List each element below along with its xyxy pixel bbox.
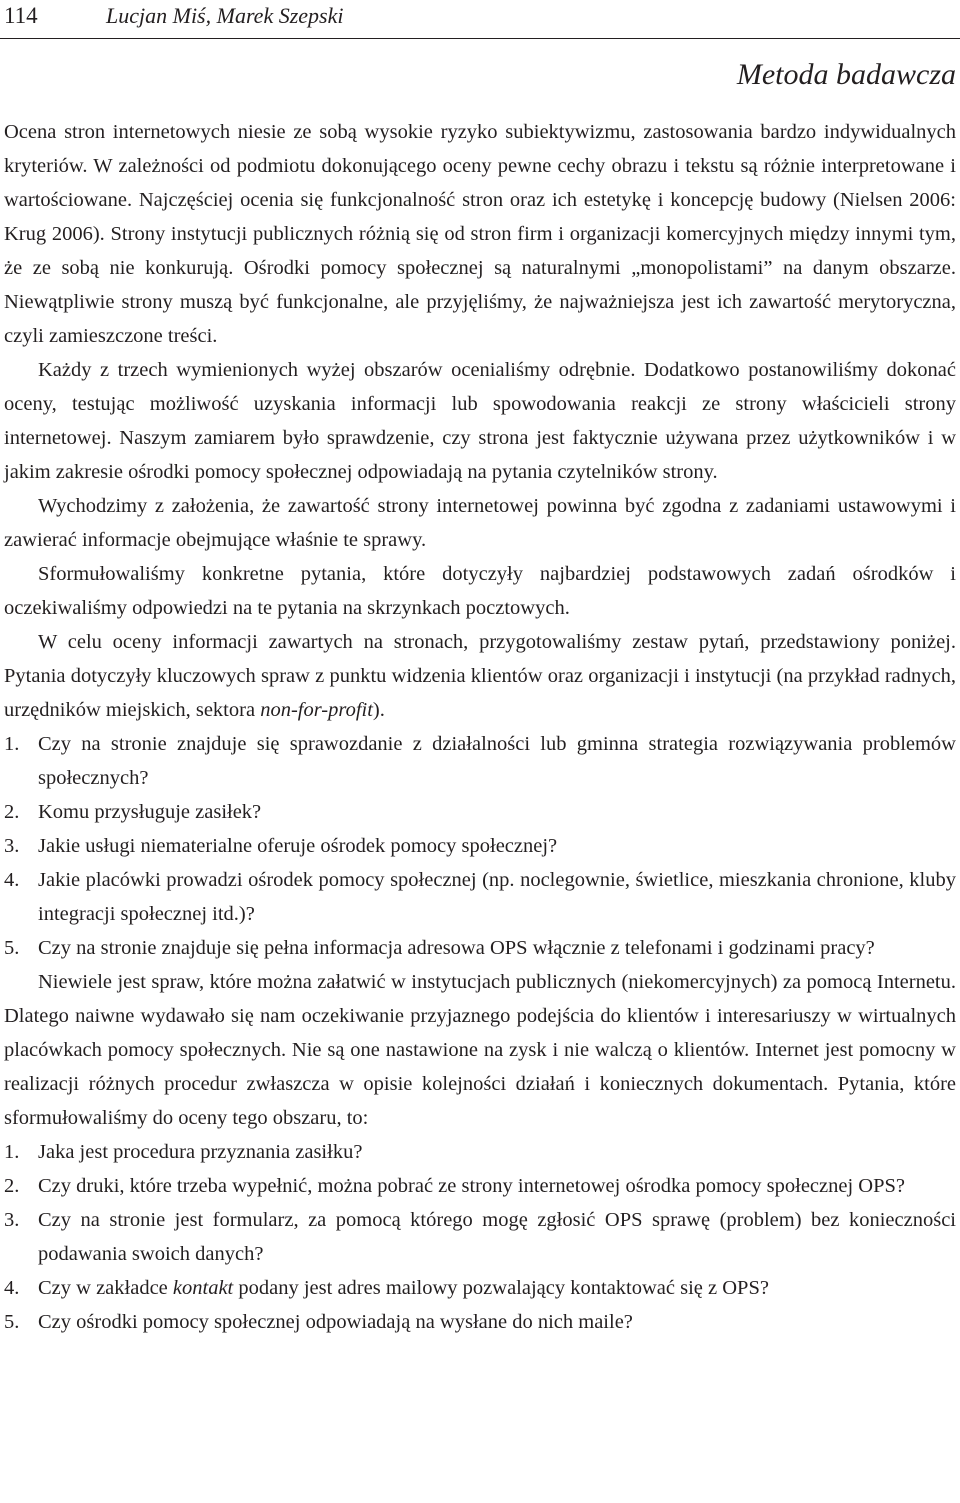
list-item (4, 727, 956, 795)
page-header (0, 0, 960, 39)
article-body (4, 115, 956, 1339)
list-item-number: 5. (4, 937, 20, 959)
list-item (4, 1271, 956, 1305)
list-item-number: 2. (4, 1175, 20, 1197)
list-item (4, 795, 956, 829)
running-head-authors: Lucjan Miś, Marek Szepski (106, 3, 344, 28)
list-item-text: Jakie placówki prowadzi ośrodek pomocy społecznej (np. noclegownie, świetlice, mieszkania chronione, kluby integracji społecznej itd.)? (38, 869, 956, 925)
list-item (4, 1305, 956, 1339)
list-item-text: Komu przysługuje zasiłek? (38, 801, 262, 823)
question-list-1 (4, 727, 956, 965)
list-item-number: 1. (4, 1141, 20, 1163)
list-item-italic-term: kontakt (172, 1277, 234, 1299)
list-item-number: 4. (4, 1277, 20, 1299)
list-item (4, 1203, 956, 1271)
question-set-text: W celu oceny informacji zawartych na stronach, przygotowaliśmy zestaw pytań, przedstawiony poniżej. Pytania dotyczyły kluczowych spraw z punktu widzenia klientów oraz organizacji i instytucji (na przykład radnych, urzędników miejskich, sektora (4, 631, 956, 721)
list-item-text: Czy na stronie znajduje się sprawozdanie z działalności lub gminna strategia rozwiązywania problemów społecznych? (38, 733, 956, 789)
list-item-text-end: podany jest adres mailowy pozwalający kontaktować się z OPS? (233, 1277, 769, 1299)
paragraph-internet: Niewiele jest spraw, które można załatwić w instytucjach publicznych (niekomercyjnych) za pomocą Internetu. Dlatego naiwne wydawało się nam oczekiwanie przyjaznego podejścia do klientów i interesariuszy w wirtualnych placówkach pomocy społecznych. Nie są one nastawione na zysk i nie walczą o klientów. Internet jest pomocny w realizacji różnych procedur zwłaszcza w opisie kolejności działań i koniecznych dokumentach. Pytania, które sformułowaliśmy do oceny tego obszaru, to: (4, 971, 956, 1129)
list-item (4, 1169, 956, 1203)
list-item-number: 1. (4, 733, 20, 755)
list-item-number: 5. (4, 1311, 20, 1333)
page-number: 114 (4, 3, 38, 28)
question-set-end: ). (372, 699, 385, 721)
question-list-2 (4, 1135, 956, 1339)
list-item-text: Jakie usługi niematerialne oferuje ośrodek pomocy społecznej? (38, 835, 558, 857)
list-item-text: Czy na stronie jest formularz, za pomocą którego mogę zgłosić OPS sprawę (problem) bez konieczności podawania swoich danych? (38, 1209, 956, 1265)
list-item-text-start: Czy w zakładce (38, 1277, 173, 1299)
list-item-number: 3. (4, 835, 20, 857)
paragraph-intro: Ocena stron internetowych niesie ze sobą wysokie ryzyko subiektywizmu, zastosowania bardzo indywidualnych kryteriów. W zależności od podmiotu dokonującego oceny pewne cechy obrazu i tekstu są różnie interpretowane i wartościowane. Najczęściej ocenia się funkcjonalność stron oraz ich estetykę i koncepcję budowy (Nielsen 2006: Krug 2006). Strony instytucji publicznych różnią się od stron firm i organizacji komercyjnych między innymi tym, że ze sobą nie konkurują. Ośrodki pomocy społecznej są naturalnymi „monopolistami” na danym obszarze. Niewątpliwie strony muszą być funkcjonalne, ale przyjęliśmy, że najważniejsza jest ich zawartość merytoryczna, czyli zamieszczone treści. (4, 121, 956, 347)
paragraph-assumption: Wychodzimy z założenia, że zawartość strony internetowej powinna być zgodna z zadaniami ustawowymi i zawierać informacje obejmujące właśnie te sprawy. (4, 495, 956, 551)
list-item (4, 863, 956, 931)
list-item (4, 931, 956, 965)
list-item (4, 829, 956, 863)
paragraph-questions: Sformułowaliśmy konkretne pytania, które dotyczyły najbardziej podstawowych zadań ośrodków i oczekiwaliśmy odpowiedzi na te pytania na skrzynkach pocztowych. (4, 563, 956, 619)
list-item-text: Jaka jest procedura przyznania zasiłku? (38, 1141, 363, 1163)
question-set-italic-term: non-for-profit (260, 699, 373, 721)
list-item-number: 2. (4, 801, 20, 823)
paragraph-evaluation: Każdy z trzech wymienionych wyżej obszarów ocenialiśmy odrębnie. Dodatkowo postanowiliśmy dokonać oceny, testując możliwość uzyskania informacji lub spowodowania reakcji ze strony właścicieli strony internetowej. Naszym zamiarem było sprawdzenie, czy strona jest faktycznie używana przez użytkowników i w jakim zakresie ośrodki pomocy społecznej odpowiadają na pytania czytelników strony. (4, 359, 956, 483)
list-item-number: 4. (4, 869, 20, 891)
section-title: Metoda badawcza (736, 58, 956, 91)
list-item-text: Czy na stronie znajduje się pełna informacja adresowa OPS włącznie z telefonami i godzinami pracy? (38, 937, 875, 959)
list-item (4, 1135, 956, 1169)
list-item-text: Czy druki, które trzeba wypełnić, można pobrać ze strony internetowej ośrodka pomocy społecznej OPS? (38, 1175, 905, 1197)
list-item-number: 3. (4, 1209, 20, 1231)
list-item-text: Czy ośrodki pomocy społecznej odpowiadają na wysłane do nich maile? (38, 1311, 633, 1333)
paragraph-question-set (4, 625, 956, 727)
